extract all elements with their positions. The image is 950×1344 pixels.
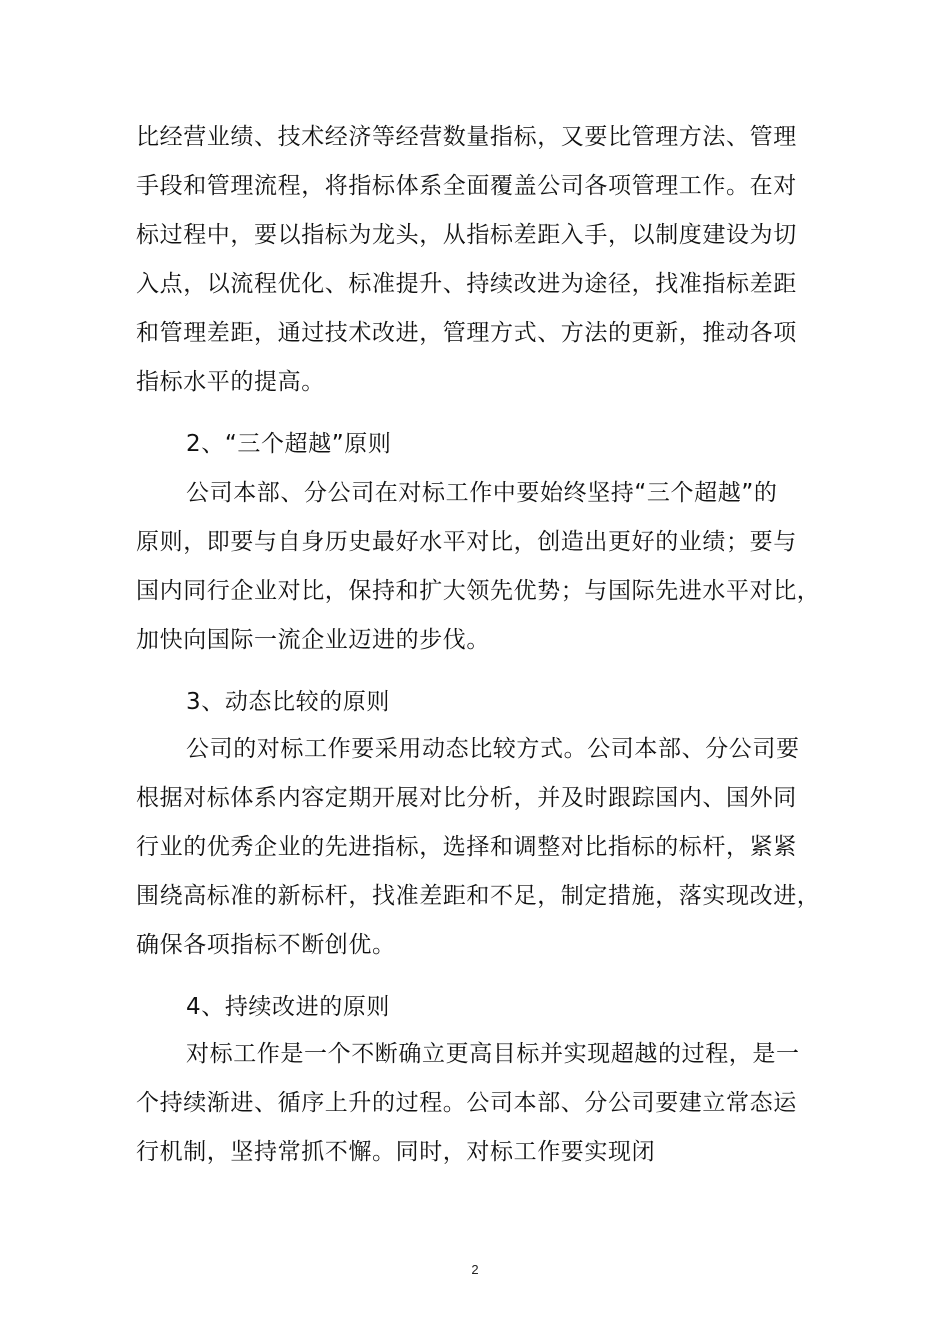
section2-line-1: 公司本部、分公司在对标工作中要始终坚持“三个超越”的 — [186, 480, 778, 506]
section3-line-1: 公司的对标工作要采用动态比较方式。公司本部、分公司要 — [186, 736, 800, 762]
section2-line-3: 国内同行企业对比，保持和扩大领先优势；与国际先进水平对比， — [136, 578, 821, 604]
section2-heading: 2、“三个超越”原则 — [186, 431, 392, 457]
page-number: 2 — [471, 1262, 479, 1277]
paragraph1-line-1: 比经营业绩、技术经济等经营数量指标，又要比管理方法、管理 — [136, 124, 797, 150]
section2-line-2: 原则，即要与自身历史最好水平对比，创造出更好的业绩；要与 — [136, 529, 797, 555]
paragraph1-line-2: 手段和管理流程，将指标体系全面覆盖公司各项管理工作。在对 — [136, 173, 797, 199]
paragraph1-line-4: 入点，以流程优化、标准提升、持续改进为途径，找准指标差距 — [136, 271, 797, 297]
section4-line-2: 个持续渐进、循序上升的过程。公司本部、分公司要建立常态运 — [136, 1090, 797, 1116]
paragraph1-line-6: 指标水平的提高。 — [136, 369, 325, 395]
paragraph1-line-3: 标过程中，要以指标为龙头，从指标差距入手，以制度建设为切 — [136, 222, 797, 248]
section3-line-3: 行业的优秀企业的先进指标，选择和调整对比指标的标杆，紧紧 — [136, 834, 797, 860]
section2-line-4: 加快向国际一流企业迈进的步伐。 — [136, 627, 490, 653]
section3-heading: 3、动态比较的原则 — [186, 689, 391, 715]
section4-line-1: 对标工作是一个不断确立更高目标并实现超越的过程，是一 — [186, 1041, 800, 1067]
section4-line-3: 行机制，坚持常抓不懈。同时，对标工作要实现闭 — [136, 1139, 656, 1165]
section3-line-2: 根据对标体系内容定期开展对比分析，并及时跟踪国内、国外同 — [136, 785, 797, 811]
paragraph1-line-5: 和管理差距，通过技术改进，管理方式、方法的更新，推动各项 — [136, 320, 797, 346]
section3-line-5: 确保各项指标不断创优。 — [136, 932, 396, 958]
section4-heading: 4、持续改进的原则 — [186, 994, 391, 1020]
section3-line-4: 围绕高标准的新标杆，找准差距和不足，制定措施，落实现改进， — [136, 883, 821, 909]
